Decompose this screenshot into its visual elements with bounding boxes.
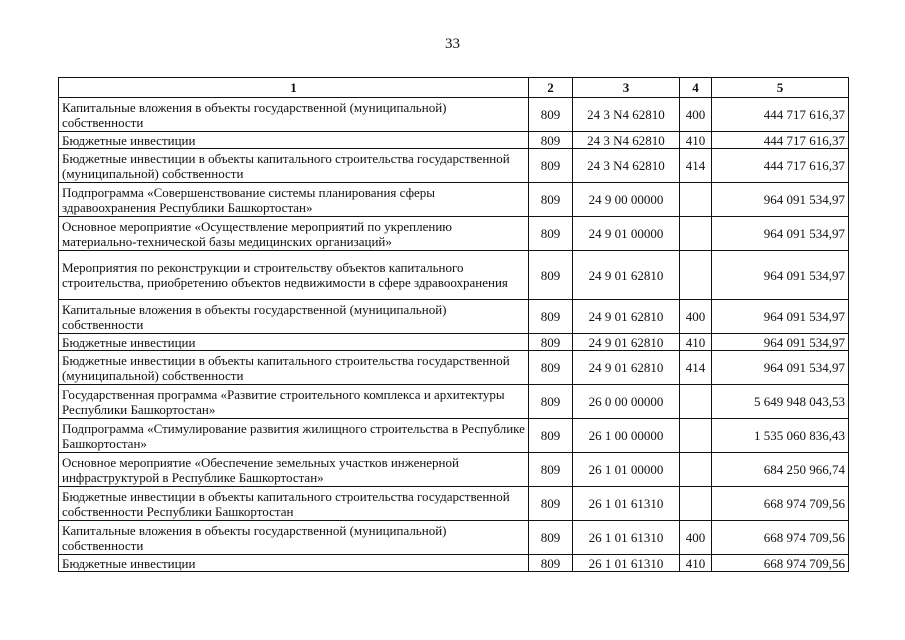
item-name: Основное мероприятие «Обеспечение земельных участков инженерной инфраструктурой в Республике Башкортостан» [59,453,529,487]
budget-table [58,77,849,572]
amount: 444 717 616,37 [712,149,849,183]
column-header: 1 [59,78,529,98]
item-name: Капитальные вложения в объекты государственной (муниципальной) собственности [59,300,529,334]
amount: 684 250 966,74 [712,453,849,487]
item-name: Подпрограмма «Стимулирование развития жилищного строительства в Республике Башкортостан» [59,419,529,453]
amount: 668 974 709,56 [712,555,849,572]
ministry-code: 809 [529,555,573,572]
expense-type-code [680,251,712,300]
item-name: Основное мероприятие «Осуществление мероприятий по укреплению материально-технической базы медицинских организаций» [59,217,529,251]
amount: 668 974 709,56 [712,487,849,521]
expense-type-code: 400 [680,98,712,132]
amount: 964 091 534,97 [712,217,849,251]
item-name: Капитальные вложения в объекты государственной (муниципальной) собственности [59,521,529,555]
table-row [59,217,849,251]
table-row [59,183,849,217]
table-row [59,521,849,555]
table-row [59,334,849,351]
expense-type-code: 414 [680,351,712,385]
amount: 964 091 534,97 [712,251,849,300]
expense-type-code: 410 [680,555,712,572]
target-code: 24 9 01 62810 [573,251,680,300]
table-body [59,98,849,572]
table-row [59,487,849,521]
target-code: 24 9 01 62810 [573,300,680,334]
item-name: Бюджетные инвестиции [59,132,529,149]
expense-type-code [680,183,712,217]
target-code: 26 1 01 61310 [573,487,680,521]
expense-type-code: 410 [680,334,712,351]
expense-type-code [680,487,712,521]
target-code: 24 9 01 62810 [573,351,680,385]
table-row [59,453,849,487]
amount: 964 091 534,97 [712,183,849,217]
expense-type-code: 410 [680,132,712,149]
item-name: Бюджетные инвестиции [59,555,529,572]
item-name: Мероприятия по реконструкции и строительству объектов капитального строительства, приобретению объектов недвижимости в сфере здравоохранения [59,251,529,300]
ministry-code: 809 [529,334,573,351]
expense-type-code [680,385,712,419]
page-number: 33 [445,36,460,52]
table-row [59,98,849,132]
table-row [59,555,849,572]
ministry-code: 809 [529,487,573,521]
table-row [59,300,849,334]
ministry-code: 809 [529,521,573,555]
amount: 964 091 534,97 [712,351,849,385]
item-name: Бюджетные инвестиции в объекты капитального строительства государственной (муниципальной) собственности [59,351,529,385]
target-code: 24 3 N4 62810 [573,132,680,149]
ministry-code: 809 [529,132,573,149]
ministry-code: 809 [529,351,573,385]
target-code: 24 3 N4 62810 [573,149,680,183]
column-header: 2 [529,78,573,98]
target-code: 24 9 01 00000 [573,217,680,251]
item-name: Государственная программа «Развитие строительного комплекса и архитектуры Республики Башкортостан» [59,385,529,419]
item-name: Подпрограмма «Совершенствование системы планирования сферы здравоохранения Республики Башкортостан» [59,183,529,217]
target-code: 26 1 01 61310 [573,555,680,572]
amount: 1 535 060 836,43 [712,419,849,453]
amount: 964 091 534,97 [712,300,849,334]
expense-type-code [680,453,712,487]
table-row [59,149,849,183]
expense-type-code: 414 [680,149,712,183]
item-name: Капитальные вложения в объекты государственной (муниципальной) собственности [59,98,529,132]
ministry-code: 809 [529,251,573,300]
ministry-code: 809 [529,453,573,487]
target-code: 24 9 00 00000 [573,183,680,217]
ministry-code: 809 [529,300,573,334]
ministry-code: 809 [529,217,573,251]
amount: 668 974 709,56 [712,521,849,555]
column-header: 5 [712,78,849,98]
ministry-code: 809 [529,419,573,453]
target-code: 26 0 00 00000 [573,385,680,419]
amount: 5 649 948 043,53 [712,385,849,419]
target-code: 24 3 N4 62810 [573,98,680,132]
ministry-code: 809 [529,385,573,419]
amount: 444 717 616,37 [712,132,849,149]
expense-type-code [680,217,712,251]
expense-type-code: 400 [680,300,712,334]
target-code: 26 1 01 00000 [573,453,680,487]
expense-type-code [680,419,712,453]
item-name: Бюджетные инвестиции в объекты капитального строительства государственной собственности Республики Башкортостан [59,487,529,521]
ministry-code: 809 [529,183,573,217]
header-row [59,78,849,98]
table-row [59,251,849,300]
table-row [59,419,849,453]
item-name: Бюджетные инвестиции [59,334,529,351]
column-header: 4 [680,78,712,98]
expense-type-code: 400 [680,521,712,555]
target-code: 26 1 00 00000 [573,419,680,453]
target-code: 24 9 01 62810 [573,334,680,351]
amount: 964 091 534,97 [712,334,849,351]
table-row [59,385,849,419]
column-header: 3 [573,78,680,98]
ministry-code: 809 [529,98,573,132]
table-row [59,351,849,385]
amount: 444 717 616,37 [712,98,849,132]
target-code: 26 1 01 61310 [573,521,680,555]
table-row [59,132,849,149]
item-name: Бюджетные инвестиции в объекты капитального строительства государственной (муниципальной) собственности [59,149,529,183]
ministry-code: 809 [529,149,573,183]
